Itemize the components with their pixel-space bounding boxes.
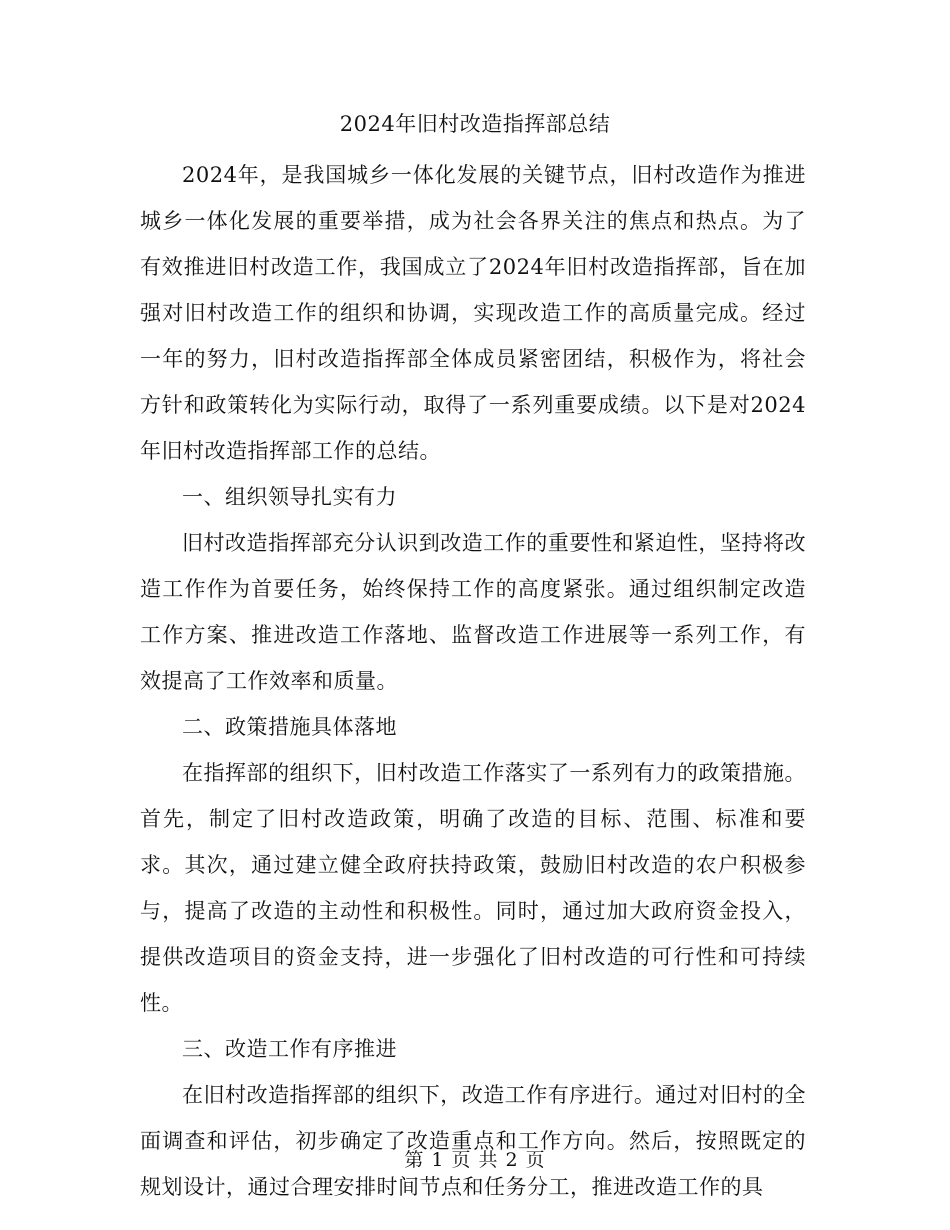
section-paragraph-3: 在旧村改造指挥部的组织下，改造工作有序进行。通过对旧村的全面调查和评估，初步确定了改造重点和工作方向。然后，按照既定的规划设计，通过合理安排时间节点和任务分工，推进改造工作的具: [140, 1083, 806, 1199]
intro-paragraph: 2024年，是我国城乡一体化发展的关键节点，旧村改造作为推进城乡一体化发展的重要举措，成为社会各界关注的焦点和热点。为了有效推进旧村改造工作，我国成立了2024年旧村改造指挥部，旨在加强对旧村改造工作的组织和协调，实现改造工作的高质量完成。经过一年的努力，旧村改造指挥部全体成员紧密团结，积极作为，将社会方针和政策转化为实际行动，取得了一系列重要成绩。以下是对2024年旧村改造指挥部工作的总结。: [140, 163, 806, 463]
document-title: 2024年旧村改造指挥部总结: [339, 112, 611, 136]
page-footer: 第 1 页 共 2 页: [404, 1149, 546, 1171]
section-heading-2: 二、政策措施具体落地: [182, 715, 397, 739]
section-heading-1: 一、组织领导扎实有力: [182, 485, 397, 509]
document-body: [140, 152, 806, 1210]
section-heading-3: 三、改造工作有序推进: [182, 1037, 397, 1061]
section-paragraph-1: 旧村改造指挥部充分认识到改造工作的重要性和紧迫性，坚持将改造工作作为首要任务，始终保持工作的高度紧张。通过组织制定改造工作方案、推进改造工作落地、监督改造工作进展等一系列工作，有效提高了工作效率和质量。: [140, 531, 806, 693]
section-paragraph-2: 在指挥部的组织下，旧村改造工作落实了一系列有力的政策措施。首先，制定了旧村改造政策，明确了改造的目标、范围、标准和要求。其次，通过建立健全政府扶持政策，鼓励旧村改造的农户积极参与，提高了改造的主动性和积极性。同时，通过加大政府资金投入，提供改造项目的资金支持，进一步强化了旧村改造的可行性和可持续性。: [140, 761, 806, 1015]
